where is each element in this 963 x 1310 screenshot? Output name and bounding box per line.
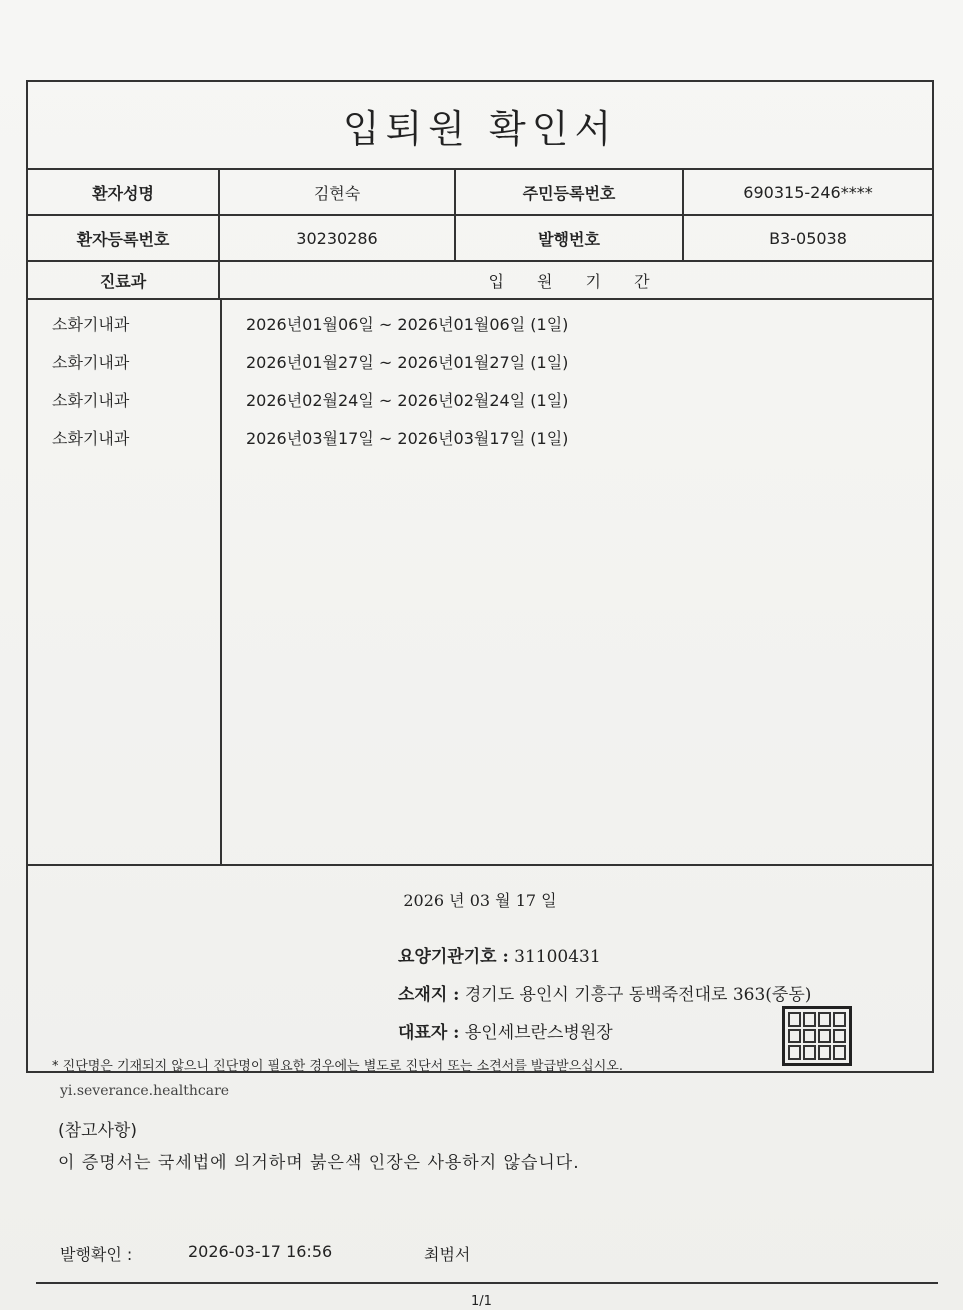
admission-period: 2026년01월06일 ~ 2026년01월06일 (1일) [246,314,569,334]
admission-period: 2026년02월24일 ~ 2026년02월24일 (1일) [246,390,569,410]
address-value: 경기도 용인시 기흥구 동백죽전대로 363(중동) [464,985,812,1005]
hospital-seal-icon [782,1006,852,1066]
page-number: 1/1 [471,1294,492,1309]
institution-address [398,980,811,1005]
institution-code-value: 31100431 [514,947,601,967]
table-header-row [28,262,932,300]
table-row [28,422,932,452]
table-row [28,346,932,376]
rep-value: 용인세브란스병원장 [464,1023,613,1043]
admission-dept: 소화기내과 [52,428,130,448]
hospital-url: yi.severance.healthcare [60,1083,230,1099]
table-row [28,308,932,338]
admission-dept: 소화기내과 [52,352,130,372]
info-row-1 [28,170,932,216]
resident-no-value: 690315-246**** [743,182,873,202]
admission-period: 2026년03월17일 ~ 2026년03월17일 (1일) [246,428,569,448]
institution-code-label: 요양기관기호 : [398,947,509,967]
period-header: 입 원 기 간 [488,271,664,291]
resident-no-label: 주민등록번호 [456,170,684,214]
admission-period: 2026년01월27일 ~ 2026년01월27일 (1일) [246,352,569,372]
issue-confirmation [60,1242,470,1265]
reference-text: 이 증명서는 국세법에 의거하며 붉은색 인장은 사용하지 않습니다. [58,1153,580,1173]
issued-datetime: 2026-03-17 16:56 [188,1242,333,1261]
patient-reg-value: 30230286 [220,216,456,260]
rep-label: 대표자 : [398,1023,460,1043]
certificate-frame [26,80,934,1073]
info-row-2 [28,216,932,262]
issue-no-label: 발행번호 [456,216,684,260]
patient-name-value: 김현숙 [220,170,456,214]
table-row [28,384,932,414]
admission-dept: 소화기내과 [52,390,130,410]
bottom-divider [36,1282,938,1284]
diagnosis-note: * 진단명은 기재되지 않으니 진단명이 필요한 경우에는 별도로 진단서 또는 소견서를 발급받으십시오. [52,1059,623,1074]
issue-no-value: B3-05038 [769,228,847,248]
admissions-table-body [28,300,932,866]
issued-label: 발행확인 : [60,1245,133,1264]
patient-name-label: 환자성명 [28,170,220,214]
reference-heading: (참고사항) [58,1121,137,1141]
issuer-name: 최범서 [424,1245,471,1264]
address-label: 소재지 : [398,985,460,1005]
institution-code [398,942,601,967]
patient-reg-label: 환자등록번호 [28,216,220,260]
issue-date: 2026 년 03 월 17 일 [403,891,557,910]
dept-header: 진료과 [28,262,220,298]
institution-rep [398,1018,613,1043]
admission-dept: 소화기내과 [52,314,130,334]
certificate-footer [28,866,932,1075]
document-title: 입퇴원 확인서 [28,82,932,170]
